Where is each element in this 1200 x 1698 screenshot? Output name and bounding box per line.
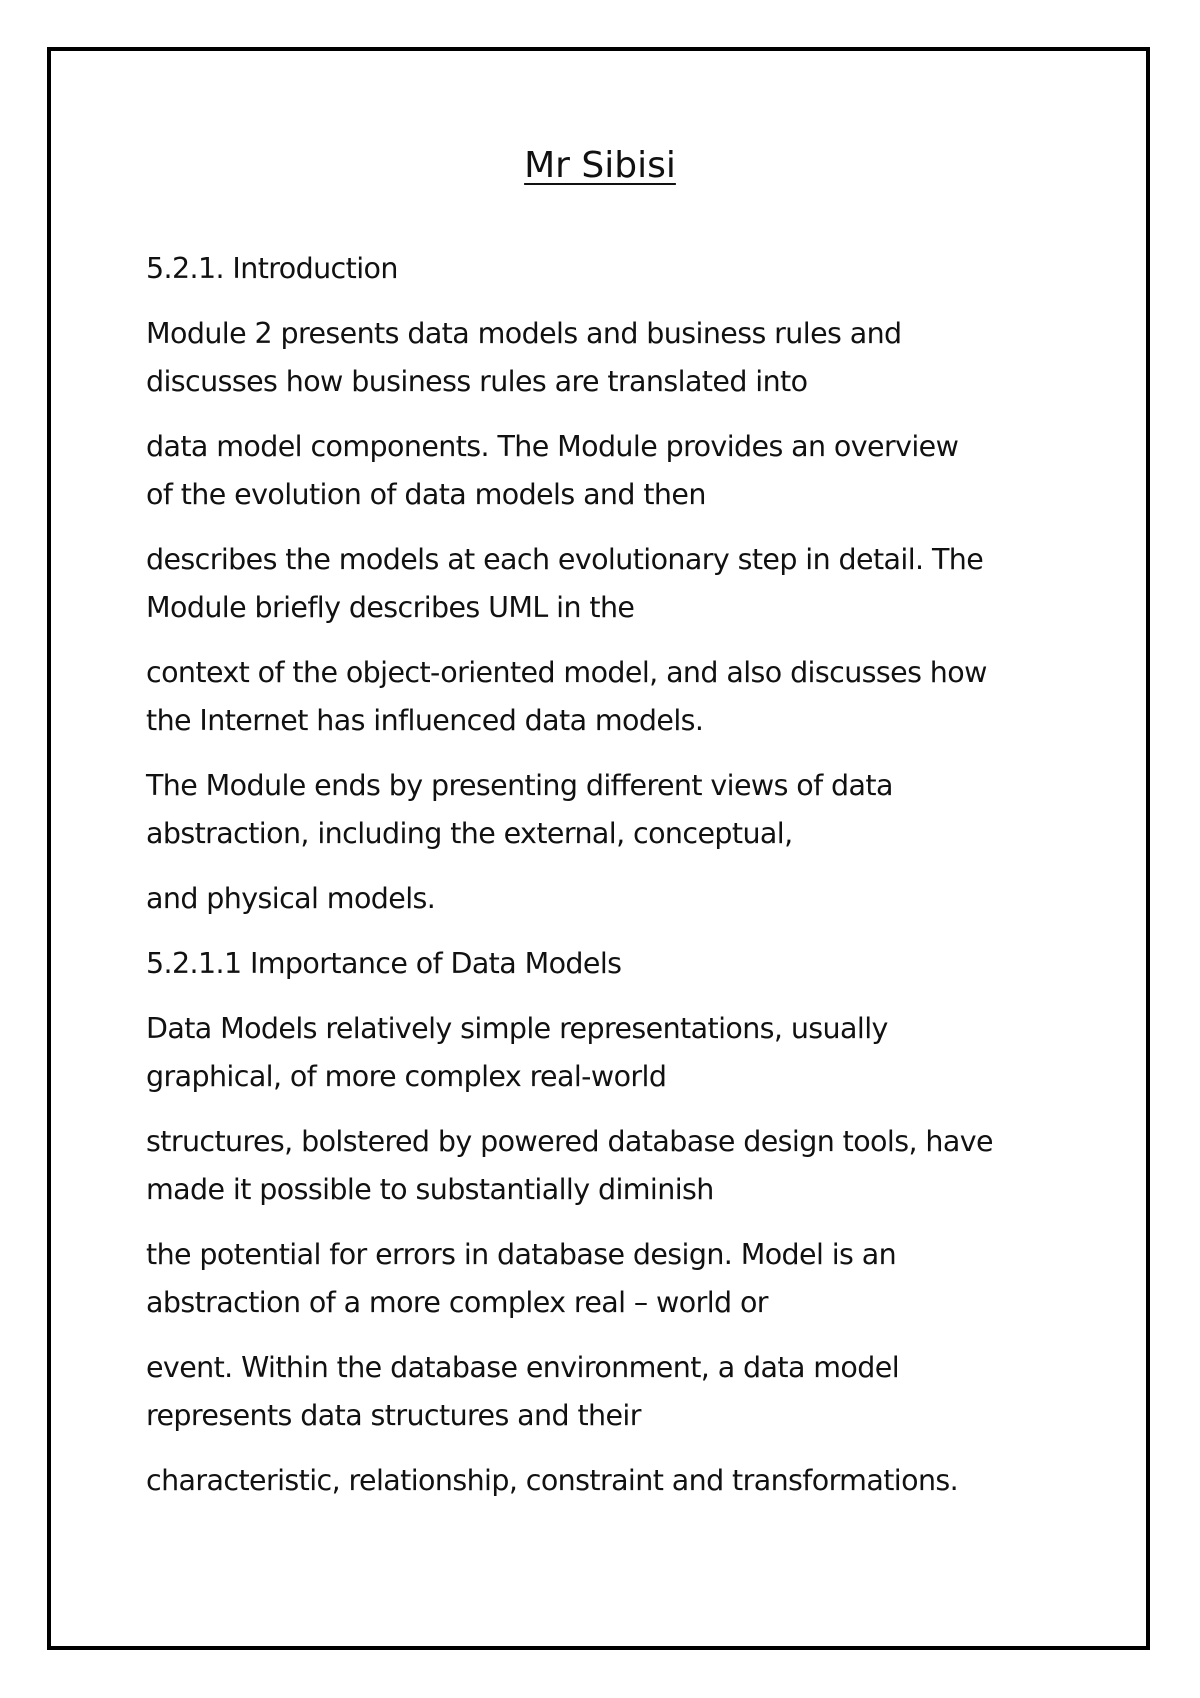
- text-line: the Internet has influenced data models.: [146, 704, 704, 737]
- text-line: characteristic, relationship, constraint and transformations.: [146, 1464, 959, 1497]
- paragraph: [146, 310, 1086, 406]
- text-line: 5.2.1.1 Importance of Data Models: [146, 947, 622, 980]
- text-line: discusses how business rules are translated into: [146, 365, 808, 398]
- text-line: data model components. The Module provides an overview: [146, 430, 959, 463]
- text-line: abstraction of a more complex real – world or: [146, 1286, 768, 1319]
- paragraph: [146, 649, 1086, 745]
- text-line: abstraction, including the external, conceptual,: [146, 817, 793, 850]
- text-line: the potential for errors in database design. Model is an: [146, 1238, 897, 1271]
- text-line: The Module ends by presenting different views of data: [146, 769, 893, 802]
- text-line: and physical models.: [146, 882, 436, 915]
- paragraph: [146, 423, 1086, 519]
- paragraph: [146, 1118, 1086, 1214]
- document-title: Mr Sibisi: [524, 145, 676, 186]
- section-heading-importance: [146, 940, 1086, 988]
- paragraph: [146, 1344, 1086, 1440]
- text-line: Module briefly describes UML in the: [146, 591, 635, 624]
- text-line: made it possible to substantially diminish: [146, 1173, 714, 1206]
- paragraph: [146, 1005, 1086, 1101]
- text-line: structures, bolstered by powered database design tools, have: [146, 1125, 993, 1158]
- text-line: describes the models at each evolutionary step in detail. The: [146, 543, 984, 576]
- section-heading-introduction: [146, 245, 1086, 293]
- paragraph: [146, 1231, 1086, 1327]
- text-line: 5.2.1. Introduction: [146, 252, 398, 285]
- text-line: context of the object-oriented model, and also discusses how: [146, 656, 987, 689]
- text-line: event. Within the database environment, a data model: [146, 1351, 900, 1384]
- paragraph: [146, 762, 1086, 858]
- text-line: Data Models relatively simple representations, usually: [146, 1012, 888, 1045]
- text-line: graphical, of more complex real-world: [146, 1060, 667, 1093]
- paragraph: [146, 875, 1086, 923]
- paragraph: [146, 1457, 1086, 1505]
- text-line: represents data structures and their: [146, 1399, 641, 1432]
- text-line: of the evolution of data models and then: [146, 478, 706, 511]
- document-body: [146, 245, 1086, 1522]
- text-line: Module 2 presents data models and business rules and: [146, 317, 902, 350]
- paragraph: [146, 536, 1086, 632]
